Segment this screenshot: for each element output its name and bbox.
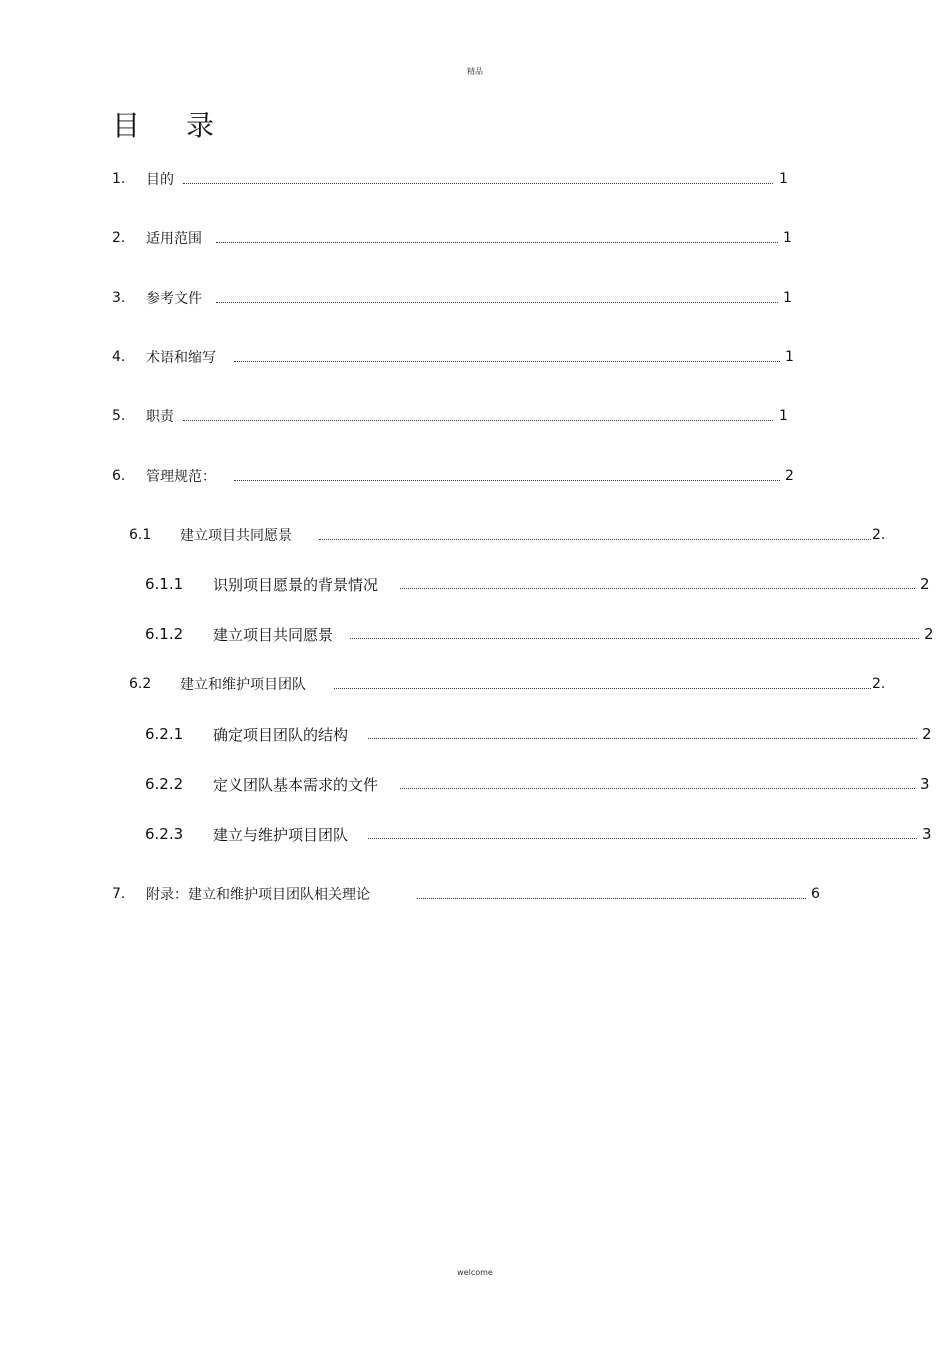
- toc-title-char-2: 录: [186, 109, 215, 142]
- dot-leader: [368, 838, 917, 839]
- toc-entry-page: 1: [785, 349, 794, 365]
- dot-leader: [417, 898, 806, 899]
- toc-entry-label: 定义团队基本需求的文件: [213, 775, 379, 794]
- toc-entry-page: 2.: [872, 527, 886, 543]
- dot-leader: [216, 302, 778, 303]
- dot-leader: [319, 539, 871, 540]
- toc-entry-label: 建立与维护项目团队: [213, 825, 349, 844]
- toc-title: [112, 104, 214, 144]
- toc-entry-label: 建立和维护项目团队: [180, 677, 306, 693]
- toc-entry-label: 管理规范：: [146, 469, 216, 485]
- toc-entry-page: 3: [922, 825, 932, 843]
- toc-entry-page: 2: [785, 468, 794, 484]
- toc-entry-page: 2: [924, 625, 934, 643]
- dot-leader: [183, 183, 773, 184]
- toc-entry-number: 7.: [112, 886, 126, 902]
- toc-entry-page: 2: [920, 575, 930, 593]
- toc-entry-7[interactable]: [112, 884, 832, 904]
- toc-entry-label: 建立项目共同愿景: [180, 528, 292, 544]
- toc-entry-3[interactable]: [112, 288, 802, 308]
- toc-entry-number: 4.: [112, 349, 126, 365]
- toc-entry-page: 1: [783, 290, 792, 306]
- dot-leader: [400, 788, 915, 789]
- dot-leader: [234, 361, 780, 362]
- toc-entry-label: 参考文件: [146, 291, 202, 307]
- toc-entry-4[interactable]: [112, 347, 802, 367]
- toc-entry-page: 6: [811, 886, 820, 902]
- toc-entry-number: 5.: [112, 408, 126, 424]
- toc-entry-number: 1.: [112, 171, 126, 187]
- toc-entry-6-1[interactable]: [129, 525, 899, 545]
- toc-entry-2[interactable]: [112, 228, 802, 248]
- toc-entry-5[interactable]: [112, 406, 802, 426]
- toc-entry-label: 附录：建立和维护项目团队相关理论: [146, 887, 370, 903]
- toc-entry-number: 6.2.3: [145, 825, 184, 843]
- toc-entry-1[interactable]: [112, 169, 792, 189]
- toc-entry-6-2-2[interactable]: [145, 774, 940, 794]
- toc-entry-page: 3: [920, 775, 930, 793]
- dot-leader: [234, 480, 780, 481]
- dot-leader: [400, 588, 915, 589]
- toc-entry-number: 2.: [112, 230, 126, 246]
- toc-title-char-1: 目: [112, 109, 141, 142]
- toc-entry-page: 1: [779, 408, 788, 424]
- toc-entry-page: 2.: [872, 676, 886, 692]
- toc-entry-label: 识别项目愿景的背景情况: [213, 575, 379, 594]
- toc-entry-label: 建立项目共同愿景: [213, 625, 334, 644]
- page-footer: welcome: [457, 1268, 493, 1277]
- toc-entry-number: 6.2.2: [145, 775, 184, 793]
- toc-entry-6[interactable]: [112, 466, 812, 486]
- toc-entry-label: 术语和缩写: [146, 350, 216, 366]
- toc-entry-label: 目的: [146, 172, 174, 188]
- toc-entry-6-2-1[interactable]: [145, 724, 940, 744]
- dot-leader: [334, 688, 871, 689]
- toc-entry-number: 6.2: [129, 676, 152, 692]
- toc-entry-number: 6.1.1: [145, 575, 184, 593]
- dot-leader: [216, 242, 778, 243]
- toc-entry-page: 1: [779, 171, 788, 187]
- page-header: 精品: [467, 67, 483, 76]
- toc-entry-number: 6.1.2: [145, 625, 184, 643]
- toc-entry-6-1-2[interactable]: [145, 624, 940, 644]
- toc-entry-6-2-3[interactable]: [145, 824, 940, 844]
- toc-entry-label: 职责: [146, 409, 174, 425]
- toc-entry-number: 6.: [112, 468, 126, 484]
- toc-entry-6-1-1[interactable]: [145, 574, 940, 594]
- dot-leader: [368, 738, 917, 739]
- toc-entry-label: 适用范围: [146, 231, 202, 247]
- toc-entry-6-2[interactable]: [129, 674, 899, 694]
- toc-entry-label: 确定项目团队的结构: [213, 725, 349, 744]
- dot-leader: [350, 638, 919, 639]
- toc-entry-number: 3.: [112, 290, 126, 306]
- toc-entry-number: 6.2.1: [145, 725, 184, 743]
- toc-entry-number: 6.1: [129, 527, 152, 543]
- toc-entry-page: 1: [783, 230, 792, 246]
- toc-entry-page: 2: [922, 725, 932, 743]
- dot-leader: [183, 420, 773, 421]
